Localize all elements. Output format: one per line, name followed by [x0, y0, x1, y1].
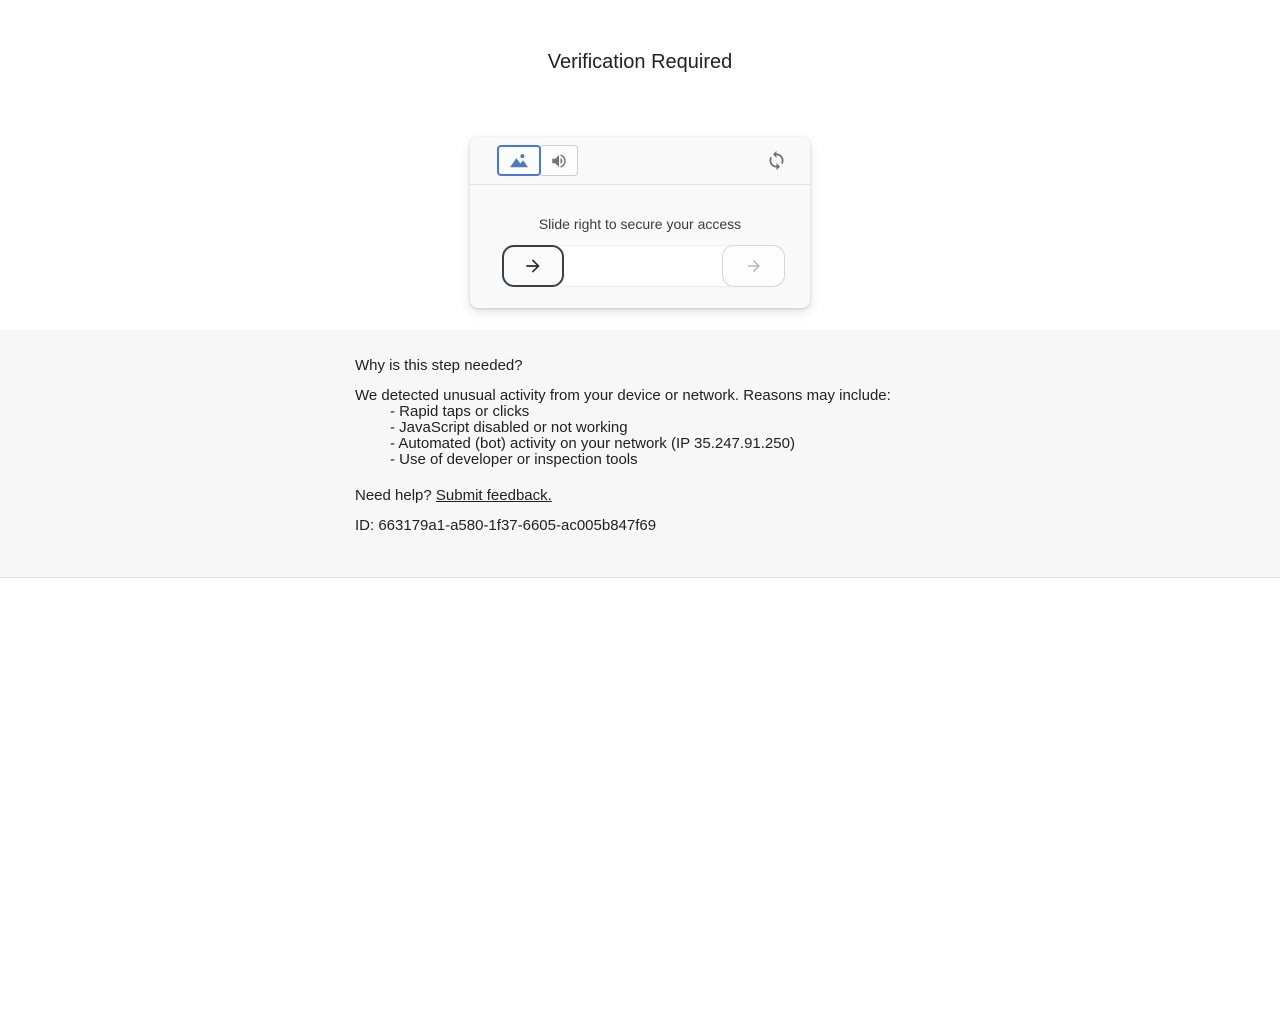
info-section — [0, 330, 1280, 578]
slider-instruction: Slide right to secure your access — [538, 216, 742, 232]
submit-feedback-link[interactable]: Submit feedback. — [435, 487, 552, 504]
reason-item: - Rapid taps or clicks — [390, 403, 530, 420]
reason-list — [355, 404, 925, 468]
reason-item: - JavaScript disabled or not working — [390, 419, 628, 436]
info-heading: Why is this step needed? — [355, 357, 523, 374]
image-mode-button[interactable] — [497, 145, 541, 176]
slider — [502, 245, 785, 287]
captcha-mode-toggle — [497, 145, 578, 176]
refresh-icon — [766, 150, 787, 171]
captcha-widget — [470, 137, 810, 308]
info-content — [355, 330, 925, 577]
arrow-right-icon — [745, 257, 763, 275]
captcha-body — [470, 185, 810, 287]
captcha-header — [470, 137, 810, 185]
help-line — [355, 488, 925, 504]
reason-item: - Automated (bot) activity on your network (IP 35.247.91.250) — [390, 435, 795, 452]
info-intro: We detected unusual activity from your device or network. Reasons may include: — [355, 387, 891, 404]
slider-handle[interactable] — [502, 245, 564, 287]
verification-id: ID: 663179a1-a580-1f37-6605-ac005b847f69 — [355, 517, 657, 534]
audio-mode-button[interactable] — [539, 145, 578, 176]
page-title: Verification Required — [547, 51, 733, 73]
arrow-right-icon — [523, 256, 543, 276]
help-prefix: Need help? — [355, 487, 432, 504]
slider-target-button[interactable] — [722, 245, 785, 287]
volume-up-icon — [550, 152, 568, 170]
refresh-button[interactable] — [766, 150, 787, 171]
reason-item: - Use of developer or inspection tools — [390, 451, 638, 468]
image-icon — [508, 152, 530, 169]
